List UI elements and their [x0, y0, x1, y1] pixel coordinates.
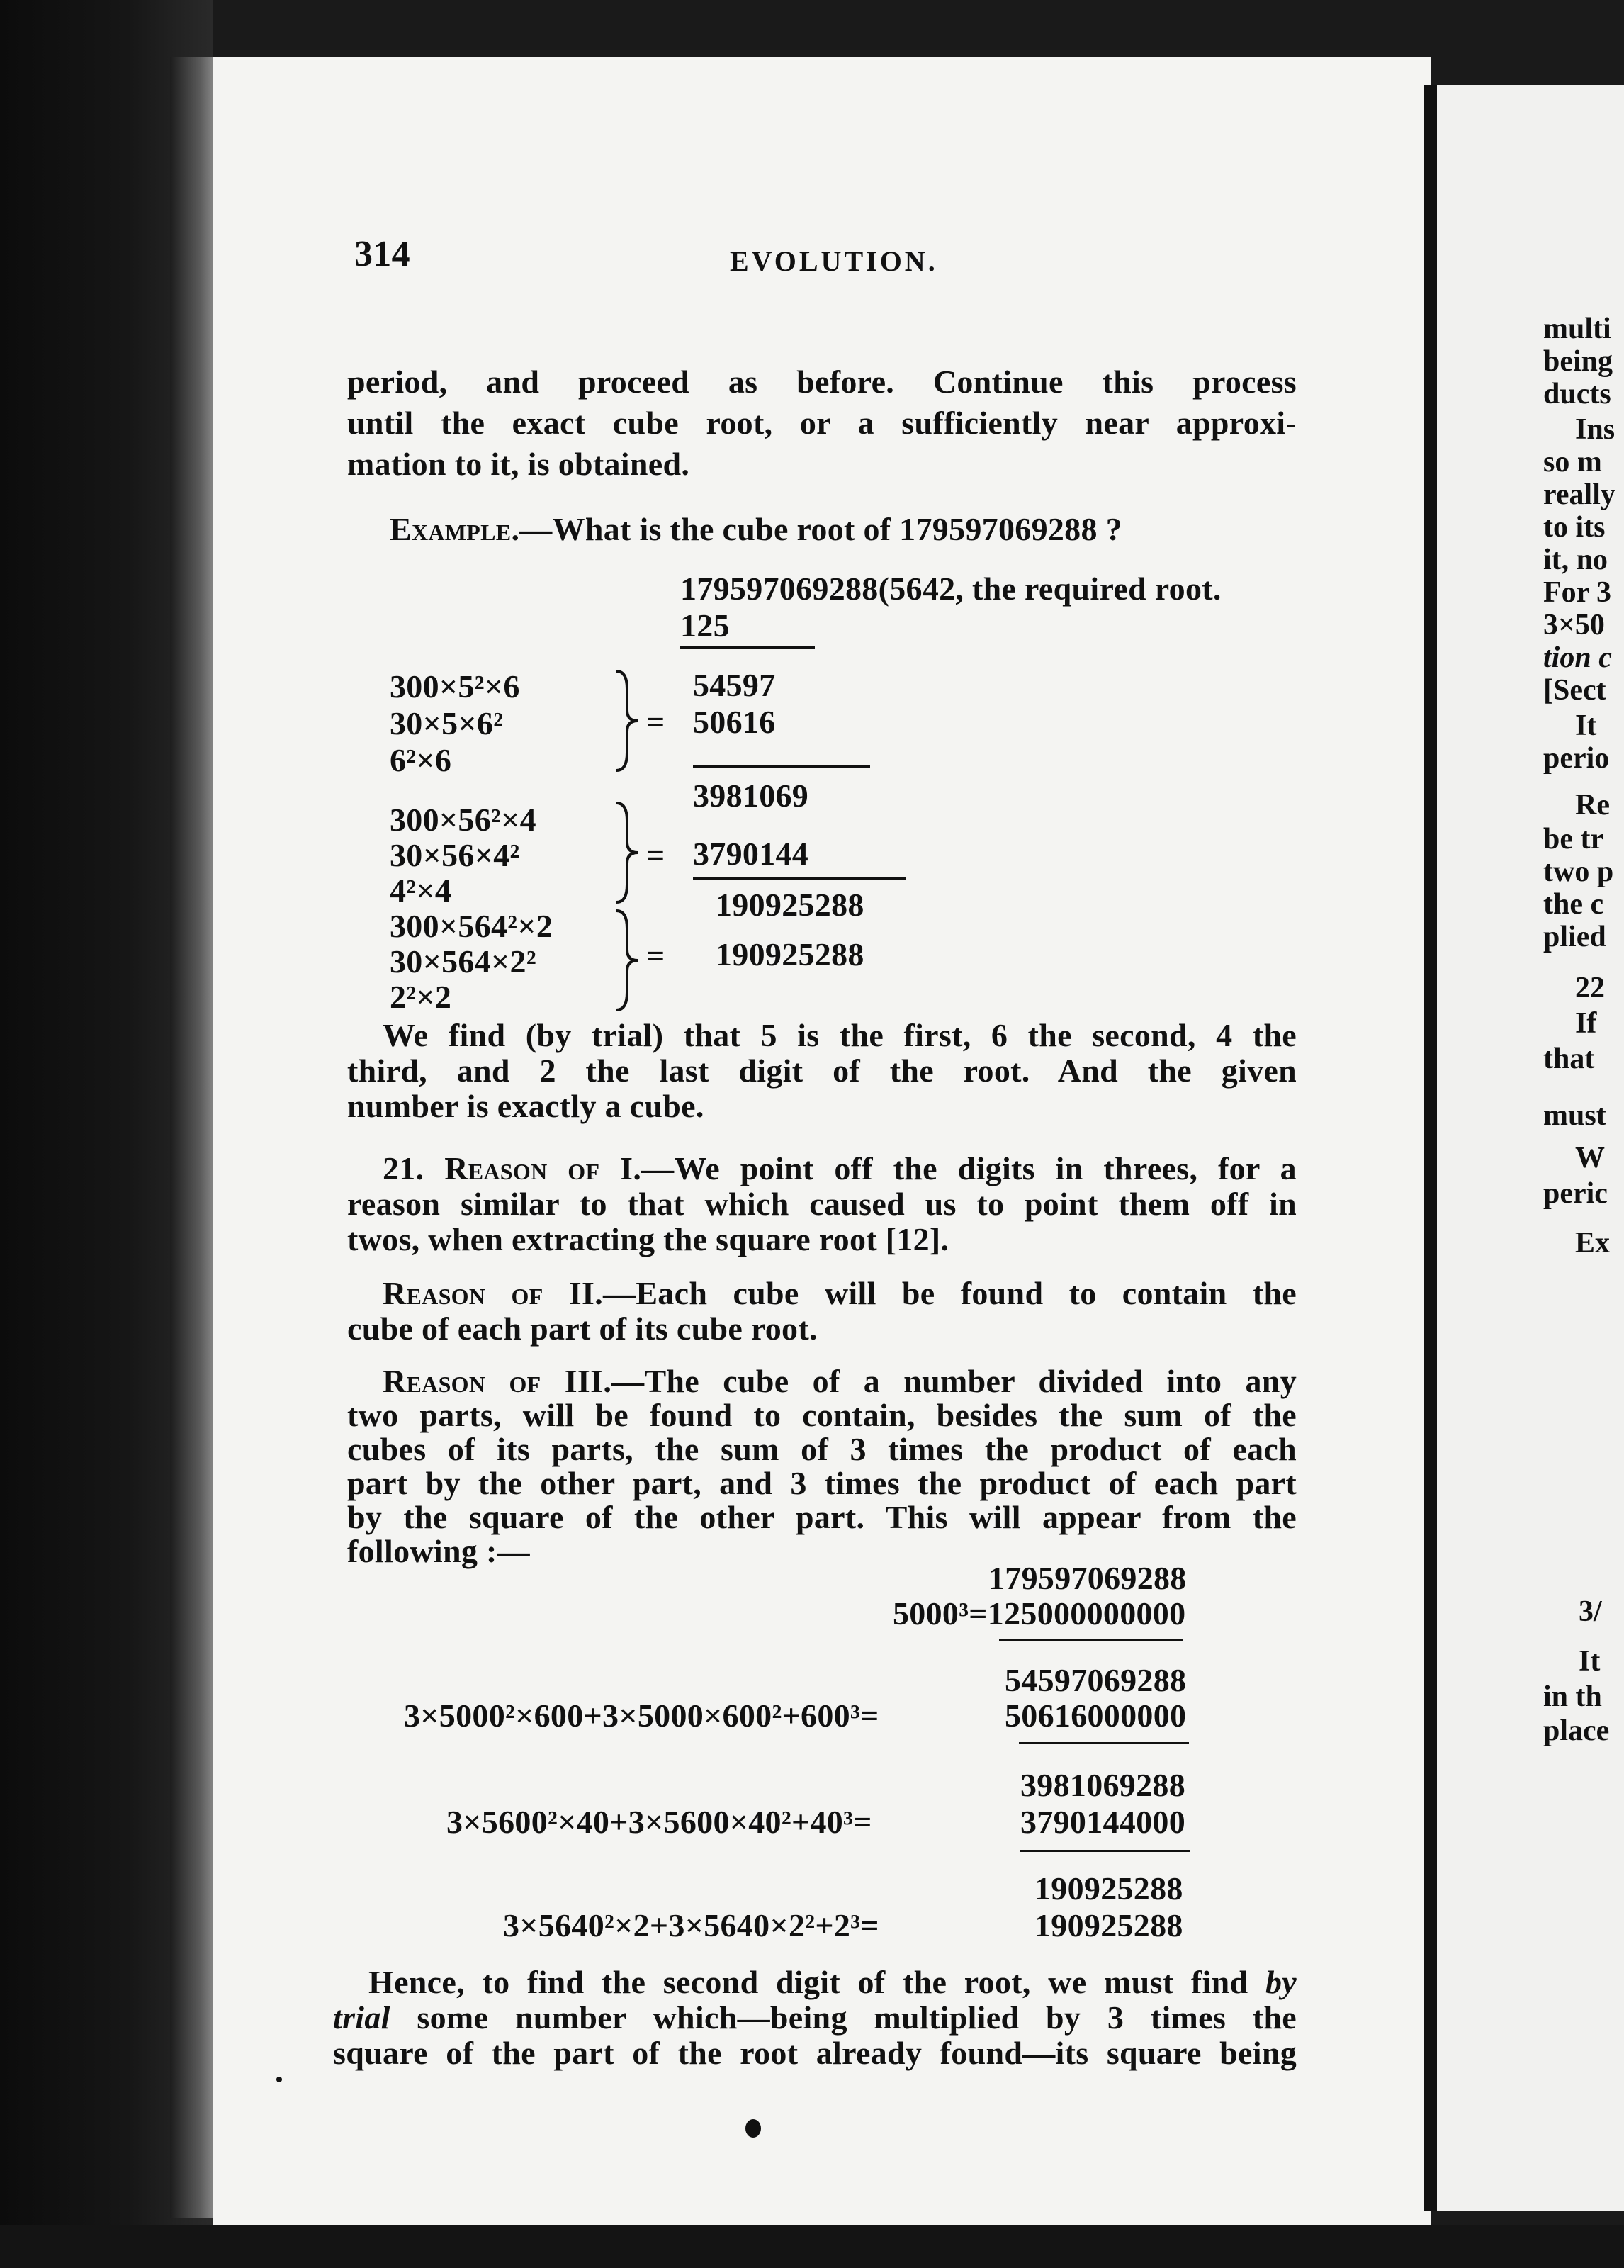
step3-subtrahend: 190925288	[716, 936, 864, 972]
closing-italic-1: by	[1265, 1964, 1297, 2000]
step1-term3: 6²×6	[390, 742, 452, 778]
brace-3	[613, 907, 641, 1014]
facing-fragment: peric	[1543, 1177, 1608, 1210]
brace-2	[613, 799, 641, 906]
intro-line-3: mation to it, is obtained.	[347, 446, 690, 482]
step3-term3: 2²×2	[390, 979, 452, 1015]
facing-fragment: Re	[1575, 789, 1610, 821]
facing-fragment: 3×50	[1543, 609, 1605, 641]
facing-fragment: [Sect	[1543, 674, 1606, 707]
step2-remainder: 3981069	[693, 777, 809, 814]
brace-1	[613, 668, 641, 774]
reason3-line-2: two parts, will be found to contain, besides the sum of the	[347, 1397, 1297, 1433]
reason3-line-5: by the square of the other part. This will appear from the	[347, 1499, 1297, 1535]
step2-term2: 30×56×4²	[390, 837, 520, 873]
reason2-line-2: cube of each part of its cube root.	[347, 1310, 818, 1347]
step1-term1: 300×5²×6	[390, 668, 520, 704]
equals-2: =	[646, 837, 665, 873]
closing-text-1: Hence, to find the second digit of the root, we must find	[368, 1964, 1248, 2000]
intro-line-1: period, and proceed as before. Continue this process	[347, 364, 1297, 400]
step1-remainder: 54597	[693, 667, 776, 703]
closing-italic-2: trial	[333, 1999, 390, 2036]
reason1-number: 21.	[383, 1150, 424, 1186]
facing-fragment: multi	[1543, 313, 1611, 345]
facing-fragment: really	[1543, 478, 1615, 511]
reason1-text-1: —We point off the digits in threes, for a	[641, 1150, 1297, 1186]
reason3-line-4: part by the other part, and 3 times the product of each part	[347, 1465, 1297, 1501]
facing-fragment: must	[1543, 1099, 1606, 1132]
facing-fragment: in th	[1543, 1680, 1602, 1713]
ink-speck	[745, 2119, 761, 2138]
expansion-val1: 50616000000	[1005, 1697, 1187, 1734]
example-label: Example.	[390, 511, 520, 547]
rule-6	[1020, 1850, 1190, 1852]
after-example-line-2: third, and 2 the last digit of the root. And the given	[347, 1052, 1297, 1089]
expansion-number: 179597069288	[988, 1560, 1187, 1596]
facing-fragment: tion c	[1543, 641, 1612, 674]
after-example-line-1: We find (by trial) that 5 is the first, 6 the second, 4 the	[383, 1017, 1297, 1053]
facing-fragment: so m	[1543, 446, 1602, 478]
facing-fragment: the c	[1543, 888, 1604, 921]
ink-speck-small	[276, 2077, 282, 2082]
rule-3	[693, 877, 906, 880]
expansion-expr2: 3×5600²×40+3×5600×40²+40³=	[446, 1804, 872, 1840]
closing-text-2: some number which—being multiplied by 3 times the	[390, 1999, 1297, 2036]
reason2-label: Reason of II.	[383, 1275, 604, 1311]
expansion-expr1: 3×5000²×600+3×5000×600²+600³=	[404, 1697, 879, 1734]
equals-3: =	[646, 938, 665, 974]
page-number: 314	[354, 234, 410, 274]
bottom-dark-edge	[0, 2225, 1624, 2268]
facing-fragment: 3/	[1579, 1595, 1602, 1628]
first-cube: 125	[680, 607, 730, 644]
reason1-line-2: reason similar to that which caused us to point them off in	[347, 1186, 1297, 1222]
example-question-text: —What is the cube root of 179597069288 ?	[519, 511, 1122, 547]
rule-2	[693, 765, 870, 768]
after-example-line-3: number is exactly a cube.	[347, 1088, 704, 1124]
expansion-val3: 190925288	[1034, 1907, 1183, 1943]
facing-fragment: It	[1575, 709, 1597, 742]
book-page	[213, 57, 1431, 2225]
closing-line-3: square of the part of the root already found—its square being	[333, 2035, 1297, 2071]
example-question	[390, 509, 1122, 550]
reason1-label: Reason of I.	[444, 1150, 642, 1186]
step1-term2: 30×5×6²	[390, 705, 504, 741]
facing-fragment: ducts	[1543, 378, 1611, 410]
facing-fragment: plied	[1543, 921, 1606, 953]
facing-fragment: be tr	[1543, 823, 1604, 855]
expansion-expr3: 3×5640²×2+3×5640×2²+2³=	[503, 1907, 879, 1943]
reason3-line-6: following :—	[347, 1533, 530, 1569]
reason1-line-3: twos, when extracting the square root [12].	[347, 1221, 949, 1257]
facing-fragment: it, no	[1543, 544, 1608, 576]
facing-fragment: Ex	[1575, 1227, 1611, 1259]
intro-line-2: until the exact cube root, or a sufficiently near approxi-	[347, 405, 1297, 441]
facing-fragment: two p	[1543, 855, 1614, 888]
step3-term1: 300×564²×2	[390, 908, 553, 944]
rule-5	[1019, 1742, 1189, 1744]
facing-fragment: that	[1543, 1043, 1595, 1075]
reason2-text-1: —Each cube will be found to contain the	[603, 1275, 1297, 1311]
step1-subtrahend: 50616	[693, 704, 776, 740]
facing-fragment: to its	[1543, 511, 1606, 544]
facing-fragment: It	[1579, 1645, 1601, 1678]
dividend-line: 179597069288(5642, the required root.	[680, 571, 1222, 607]
facing-fragment: If	[1575, 1007, 1597, 1040]
expansion-rem3: 190925288	[1034, 1870, 1183, 1907]
facing-fragment: W	[1575, 1142, 1605, 1174]
facing-page	[1437, 85, 1624, 2211]
reason3-text-1: —The cube of a number divided into any	[611, 1363, 1297, 1399]
equals-1: =	[646, 704, 665, 740]
running-head: EVOLUTION.	[730, 245, 938, 277]
facing-fragment: 22	[1575, 972, 1605, 1004]
expansion-first: 5000³=125000000000	[893, 1595, 1186, 1632]
step3-remainder: 190925288	[716, 887, 864, 923]
facing-fragment: perio	[1543, 742, 1610, 775]
facing-fragment: being	[1543, 345, 1613, 378]
expansion-rem1: 54597069288	[1005, 1662, 1187, 1698]
book-spine	[1424, 85, 1437, 2211]
expansion-val2: 3790144000	[1020, 1804, 1185, 1840]
reason3-label: Reason of III.	[383, 1363, 612, 1399]
facing-fragment: For 3	[1543, 576, 1612, 609]
step3-term2: 30×564×2²	[390, 943, 536, 979]
facing-fragment: place	[1543, 1714, 1610, 1747]
facing-fragment: Ins	[1575, 413, 1615, 446]
step2-term3: 4²×4	[390, 872, 452, 909]
step2-subtrahend: 3790144	[693, 836, 809, 872]
step2-term1: 300×56²×4	[390, 802, 536, 838]
rule-1	[680, 646, 815, 649]
expansion-rem2: 3981069288	[1020, 1767, 1185, 1803]
rule-4	[999, 1639, 1183, 1641]
reason3-line-3: cubes of its parts, the sum of 3 times the product of each	[347, 1431, 1297, 1467]
